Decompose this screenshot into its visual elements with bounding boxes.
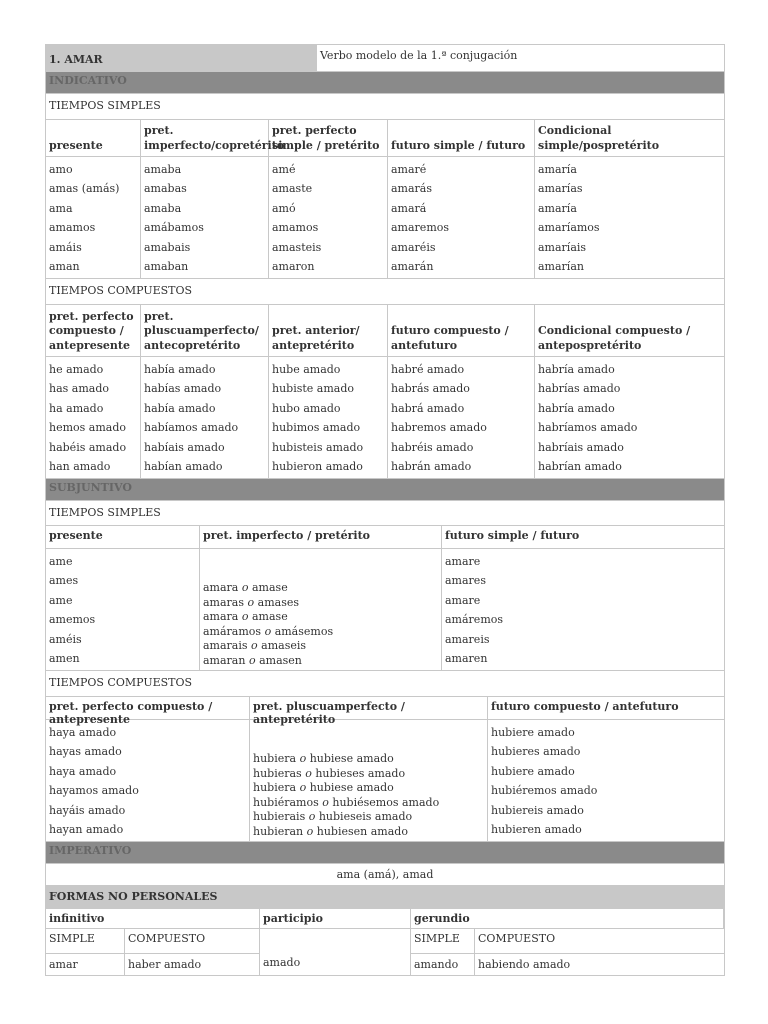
conjugated-form: ame — [49, 593, 73, 607]
section-no-personales: FORMAS NO PERSONALES — [46, 886, 724, 908]
conjugated-form: habría amado — [538, 401, 615, 415]
conjugated-form: hubisteis amado — [272, 440, 364, 454]
conjugated-form: habrás amado — [391, 382, 470, 396]
infinitivo-group — [46, 909, 260, 975]
title-row — [45, 44, 725, 72]
conjugated-form: amarán — [391, 259, 434, 273]
subj-compuestos-body — [45, 720, 725, 842]
subj-simples-body — [45, 549, 725, 671]
conjugated-form: hubiéremos amado — [491, 784, 598, 798]
form-column — [141, 157, 269, 278]
conjunction: o — [306, 824, 314, 838]
col-header: futuro simple / futuro — [391, 138, 526, 152]
conjugated-form: había amado — [144, 363, 216, 376]
conjugated-form: habríamos amado — [538, 421, 638, 435]
form-column — [535, 157, 724, 278]
conjugated-form: amaba — [144, 163, 182, 176]
conjugated-form: amáis — [49, 240, 82, 254]
subsection-label: TIEMPOS SIMPLES — [49, 506, 161, 519]
conjugated-form: amó — [272, 201, 296, 215]
form-ra: amara — [203, 610, 239, 623]
conjugated-form: amarías — [538, 182, 583, 196]
conjugated-form: habremos amado — [391, 421, 487, 435]
participio-value: amado — [263, 956, 301, 969]
conjugated-form: hubiere amado — [491, 726, 575, 739]
form-ra: hubiera — [253, 752, 297, 765]
conjugated-form: han amado — [49, 459, 111, 473]
subsection-label: TIEMPOS COMPUESTOS — [49, 284, 193, 297]
form-se: amases — [257, 595, 299, 609]
form-se: amásemos — [274, 624, 334, 638]
form-column — [46, 549, 200, 670]
conjugated-form: hayas amado — [49, 745, 122, 759]
gerundio-simple: amando — [411, 954, 475, 975]
col-header: pret. perfecto simple / pretérito — [272, 124, 380, 152]
conjugated-form: amaron — [272, 259, 315, 273]
col-header: pret. imperfecto / pretérito — [200, 526, 442, 548]
infinitivo-compuesto: haber amado — [128, 958, 202, 971]
col-header: pret. anterior/ antepretérito — [272, 324, 360, 352]
conjugated-form: hube amado — [272, 363, 341, 376]
conjugated-form: habría amado — [538, 363, 615, 376]
conjugated-form: había amado — [144, 401, 216, 415]
conjunction: o — [299, 752, 307, 765]
form-column — [269, 157, 388, 278]
conjugated-form — [253, 781, 484, 796]
conjugated-form: habrías amado — [538, 382, 621, 396]
conjugated-form: he amado — [49, 363, 104, 376]
form-column — [141, 357, 269, 478]
subj-compuestos-header — [45, 697, 725, 726]
conjugated-form: hubiere amado — [491, 764, 575, 778]
conjugated-form: haya amado — [49, 726, 117, 739]
conjugated-form: amábamos — [144, 221, 204, 235]
col-header: Condicional compuesto / antepospretérito — [538, 324, 691, 352]
col-header: futuro simple / futuro — [445, 529, 580, 542]
form-column — [46, 157, 141, 278]
col-header: Condicional simple/pospretérito — [538, 124, 660, 152]
conjunction: o — [251, 639, 258, 652]
conjunction: o — [247, 595, 255, 609]
conjugated-form: hubieres amado — [491, 745, 581, 759]
conjugated-form: haya amado — [49, 764, 117, 778]
form-se: amasen — [259, 653, 302, 667]
conjunction: o — [305, 766, 312, 780]
conjugated-form — [203, 639, 438, 654]
form-se: amase — [252, 581, 288, 594]
form-se: amaseis — [261, 639, 307, 652]
conjugated-form: habrán amado — [391, 459, 472, 473]
form-column — [46, 357, 141, 478]
simple-label: SIMPLE — [411, 929, 475, 953]
form-ra: hubiéramos — [253, 795, 319, 809]
col-header: pret. perfecto compuesto / antepresente — [49, 309, 134, 352]
conjugated-form: hayan amado — [49, 822, 124, 836]
conjugated-form: amaren — [445, 651, 488, 665]
conjugated-form: ha amado — [49, 401, 104, 415]
compuesto-label: COMPUESTO — [128, 932, 206, 945]
conjugation-table — [45, 44, 725, 976]
form-column — [200, 549, 442, 670]
conjugated-form: amemos — [49, 613, 96, 627]
form-ra: hubieran — [253, 824, 304, 838]
form-column — [388, 157, 535, 278]
conjugated-form — [203, 596, 438, 611]
conjugated-form — [203, 581, 438, 596]
ind-compuestos-header — [45, 305, 725, 357]
form-se: hubieses amado — [315, 766, 406, 780]
section-subjuntivo: SUBJUNTIVO — [46, 479, 724, 500]
col-header: pret. pluscuamperfecto/ antecopretérito — [144, 309, 259, 352]
conjugated-form — [253, 825, 484, 840]
conjugated-form — [253, 796, 484, 811]
imperativo-forms: ama (amá), amad — [336, 868, 434, 881]
conjugated-form: amarás — [391, 182, 433, 196]
gerundio-header: gerundio — [411, 909, 724, 929]
conjugated-form: amará — [391, 201, 427, 215]
form-ra: amara — [203, 581, 239, 594]
conjugated-form: has amado — [49, 382, 109, 396]
gerundio-group — [411, 909, 724, 975]
form-ra: hubieras — [253, 766, 302, 780]
col-header: presente — [49, 138, 103, 152]
conjugated-form — [253, 810, 484, 825]
conjugated-form: ame — [49, 555, 73, 568]
conjugated-form: amaríamos — [538, 221, 600, 235]
gerundio-compuesto: habiendo amado — [478, 958, 571, 971]
conjugated-form: amareis — [445, 632, 490, 646]
conjugated-form: habías amado — [144, 382, 222, 396]
form-column — [535, 357, 724, 478]
conjugated-form: habrían amado — [538, 459, 622, 473]
conjugated-form — [203, 625, 438, 640]
col-header: futuro compuesto / antefuturo — [391, 324, 509, 352]
conjugated-form: hubiereis amado — [491, 803, 584, 817]
conjugated-form: amare — [445, 593, 481, 607]
participio-header: participio — [260, 909, 410, 929]
form-se: hubiese amado — [309, 752, 394, 765]
conjugated-form: hubieren amado — [491, 822, 582, 836]
conjugated-form: ames — [49, 574, 79, 588]
conjugated-form: amares — [445, 574, 486, 588]
ind-compuestos-body — [45, 357, 725, 479]
form-column — [488, 720, 724, 841]
ind-simples-body — [45, 157, 725, 279]
conjugated-form: habíais amado — [144, 440, 225, 454]
form-ra: amáramos — [203, 624, 262, 638]
form-se: hubiésemos amado — [332, 795, 440, 809]
form-column — [269, 357, 388, 478]
conjugated-form: amaría — [538, 201, 577, 215]
conjugated-form: hayamos amado — [49, 784, 139, 798]
conjunction: o — [241, 610, 249, 623]
verb-title: 1. AMAR — [46, 45, 317, 71]
no-personales-body — [45, 909, 725, 976]
form-ra: amaran — [203, 653, 246, 667]
conjunction: o — [264, 624, 272, 638]
conjugated-form: amare — [445, 555, 481, 568]
conjugated-form: amé — [272, 163, 296, 176]
conjugated-form: amen — [49, 651, 80, 665]
compuesto-label: COMPUESTO — [478, 932, 556, 945]
conjugated-form: amaríais — [538, 240, 587, 254]
conjugated-form: amabas — [144, 182, 187, 196]
conjugated-form: amaré — [391, 163, 427, 176]
conjugated-form: amaba — [144, 201, 182, 215]
form-ra: amarais — [203, 639, 248, 652]
conjugated-form: amaréis — [391, 240, 436, 254]
conjugated-form: amaría — [538, 163, 577, 176]
conjugated-form: ama — [49, 201, 73, 215]
form-column — [388, 357, 535, 478]
conjugated-form: amaste — [272, 182, 313, 196]
conjugated-form: habréis amado — [391, 440, 474, 454]
conjugated-form: amaremos — [391, 221, 450, 235]
conjugated-form: hubo amado — [272, 401, 341, 415]
conjugated-form: habéis amado — [49, 440, 127, 454]
conjugated-form: habrá amado — [391, 401, 465, 415]
form-se: amase — [252, 610, 288, 623]
form-se: hubiesen amado — [316, 824, 408, 838]
form-column — [46, 720, 250, 841]
conjunction: o — [308, 810, 316, 823]
subsection-label: TIEMPOS COMPUESTOS — [49, 676, 193, 689]
col-header: pret. perfecto compuesto / antepresente — [46, 697, 250, 719]
form-column — [250, 720, 488, 841]
conjugated-form: habré amado — [391, 363, 465, 376]
infinitivo-simple: amar — [46, 954, 125, 975]
form-se: hubiese amado — [309, 781, 394, 794]
conjugated-form: habíamos amado — [144, 421, 239, 435]
conjugated-form: hayáis amado — [49, 803, 126, 817]
conjunction: o — [248, 653, 256, 667]
conjugated-form: amarían — [538, 259, 584, 273]
conjunction: o — [322, 795, 329, 809]
form-se: hubieseis amado — [318, 810, 413, 823]
col-header: futuro compuesto / antefuturo — [491, 700, 679, 713]
conjugated-form: amaban — [144, 259, 189, 273]
conjugated-form: amas (amás) — [49, 182, 120, 196]
subj-simples-header — [45, 526, 725, 549]
conjugated-form: amamos — [272, 221, 319, 235]
conjugated-form — [253, 752, 484, 767]
conjugated-form: amáremos — [445, 613, 504, 627]
col-header: pret. imperfecto/copretérito — [144, 124, 285, 152]
form-ra: hubierais — [253, 810, 306, 823]
ind-simples-header — [45, 120, 725, 157]
conjugated-form: hubimos amado — [272, 421, 361, 435]
conjugated-form: amamos — [49, 221, 96, 235]
conjugated-form: hemos amado — [49, 421, 126, 435]
participio-group — [260, 909, 411, 975]
conjugated-form: amabais — [144, 240, 191, 254]
form-column — [442, 549, 724, 670]
conjugated-form: habían amado — [144, 459, 223, 473]
section-indicativo: INDICATIVO — [46, 72, 724, 93]
simple-label: SIMPLE — [46, 929, 125, 953]
conjugated-form: amo — [49, 163, 73, 176]
conjugated-form: amasteis — [272, 240, 322, 254]
infinitivo-header: infinitivo — [46, 909, 259, 929]
conjugated-form: habríais amado — [538, 440, 624, 454]
conjugated-form: améis — [49, 632, 82, 646]
form-ra: hubiera — [253, 781, 297, 794]
subsection-label: TIEMPOS SIMPLES — [49, 99, 161, 112]
verb-subtitle: Verbo modelo de la 1.ª conjugación — [320, 49, 518, 62]
conjugated-form — [203, 610, 438, 625]
conjunction: o — [241, 581, 249, 594]
conjunction: o — [299, 781, 307, 794]
conjugated-form — [203, 654, 438, 669]
form-ra: amaras — [203, 595, 245, 609]
section-imperativo: IMPERATIVO — [46, 842, 724, 863]
col-header: pret. pluscuamperfecto / antepretérito — [250, 697, 488, 719]
conjugated-form: aman — [49, 259, 80, 273]
conjugated-form: hubieron amado — [272, 459, 363, 473]
col-header: presente — [46, 526, 200, 548]
conjugated-form: hubiste amado — [272, 382, 355, 396]
conjugated-form — [253, 767, 484, 782]
